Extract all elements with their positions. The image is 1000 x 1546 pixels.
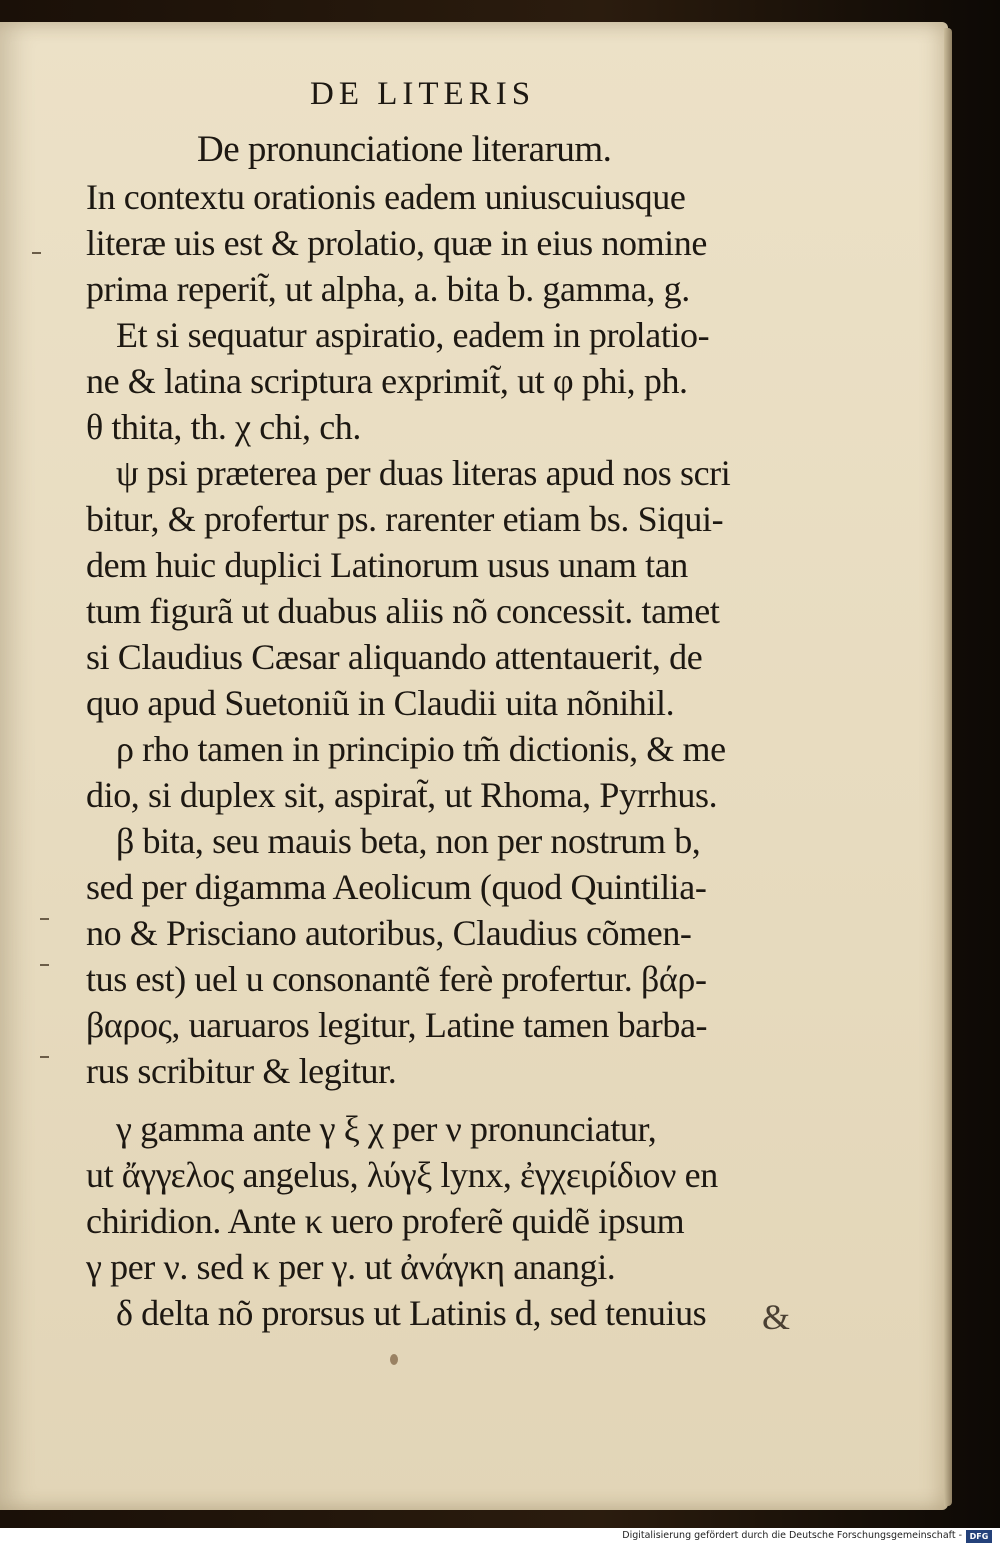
margin-mark [40,918,49,920]
text-line: dem huic duplici Latinorum usus unam tan [86,545,688,585]
text-line: dio, si duplex sit, aspirat̃, ut Rhoma, Pyrrhus. [86,775,718,815]
paper-stain [390,1354,398,1365]
text-line: si Claudius Cæsar aliquando attentauerit, de [86,637,703,677]
margin-mark [32,252,41,254]
text-line: quo apud Suetoniũ in Claudii uita nõnihil. [86,683,675,723]
text-line: bitur, & profertur ps. rarenter etiam bs. Siqui- [86,499,724,539]
text-line: ρ rho tamen in principio tm̃ dictionis, & me [116,729,726,769]
dfg-logo: DFG [966,1530,992,1543]
text-line: prima reperit̃, ut alpha, a. bita b. gamma, g. [86,269,690,309]
funding-credit: Digitalisierung gefördert durch die Deutsche Forschungsgemeinschaft - [622,1530,962,1541]
text-line: ne & latina scriptura exprimit̃, ut φ phi, ph. [86,361,688,401]
text-line: δ delta nõ prorsus ut Latinis d, sed tenuius [116,1293,707,1333]
text-line: γ gamma ante γ ξ χ per ν pronunciatur, [116,1109,657,1149]
text-line: rus scribitur & legitur. [86,1051,397,1091]
text-line: chiridion. Ante κ uero proferẽ quidẽ ipsum [86,1201,685,1241]
text-line: ut ἄγγελος angelus, λύγξ lynx, ἐγχειρίδιον en [86,1155,718,1195]
page-edge [944,28,952,1506]
margin-mark [40,964,49,966]
text-line: literæ uis est & prolatio, quæ in eius nomine [86,223,707,263]
text-line: βαρος, uaruaros legitur, Latine tamen barba- [86,1005,708,1045]
margin-mark [40,1056,49,1058]
text-line: γ per ν. sed κ per γ. ut ἀνάγκη anangi. [86,1247,616,1287]
text-line: θ thita, th. χ chi, ch. [86,407,361,447]
text-line: In contextu orationis eadem uniuscuiusque [86,177,686,217]
text-line: Et si sequatur aspiratio, eadem in prolatio- [116,315,710,355]
body-text [86,174,806,1336]
text-line: ψ psi præterea per duas literas apud nos scri [116,453,731,493]
catchword: & [762,1297,791,1337]
chapter-title: De pronunciatione literarum. [197,129,612,170]
text-line: no & Prisciano autoribus, Claudius cõmen- [86,913,692,953]
text-line: sed per digamma Aeolicum (quod Quintilia- [86,867,707,907]
text-line: tum figurã ut duabus aliis nõ concessit. tamet [86,591,720,631]
text-line: β bita, seu mauis beta, non per nostrum b, [116,821,701,861]
text-line: tus est) uel u consonantẽ ferè profertur. βάρ- [86,959,707,999]
running-head: DE LITERIS [310,76,536,112]
